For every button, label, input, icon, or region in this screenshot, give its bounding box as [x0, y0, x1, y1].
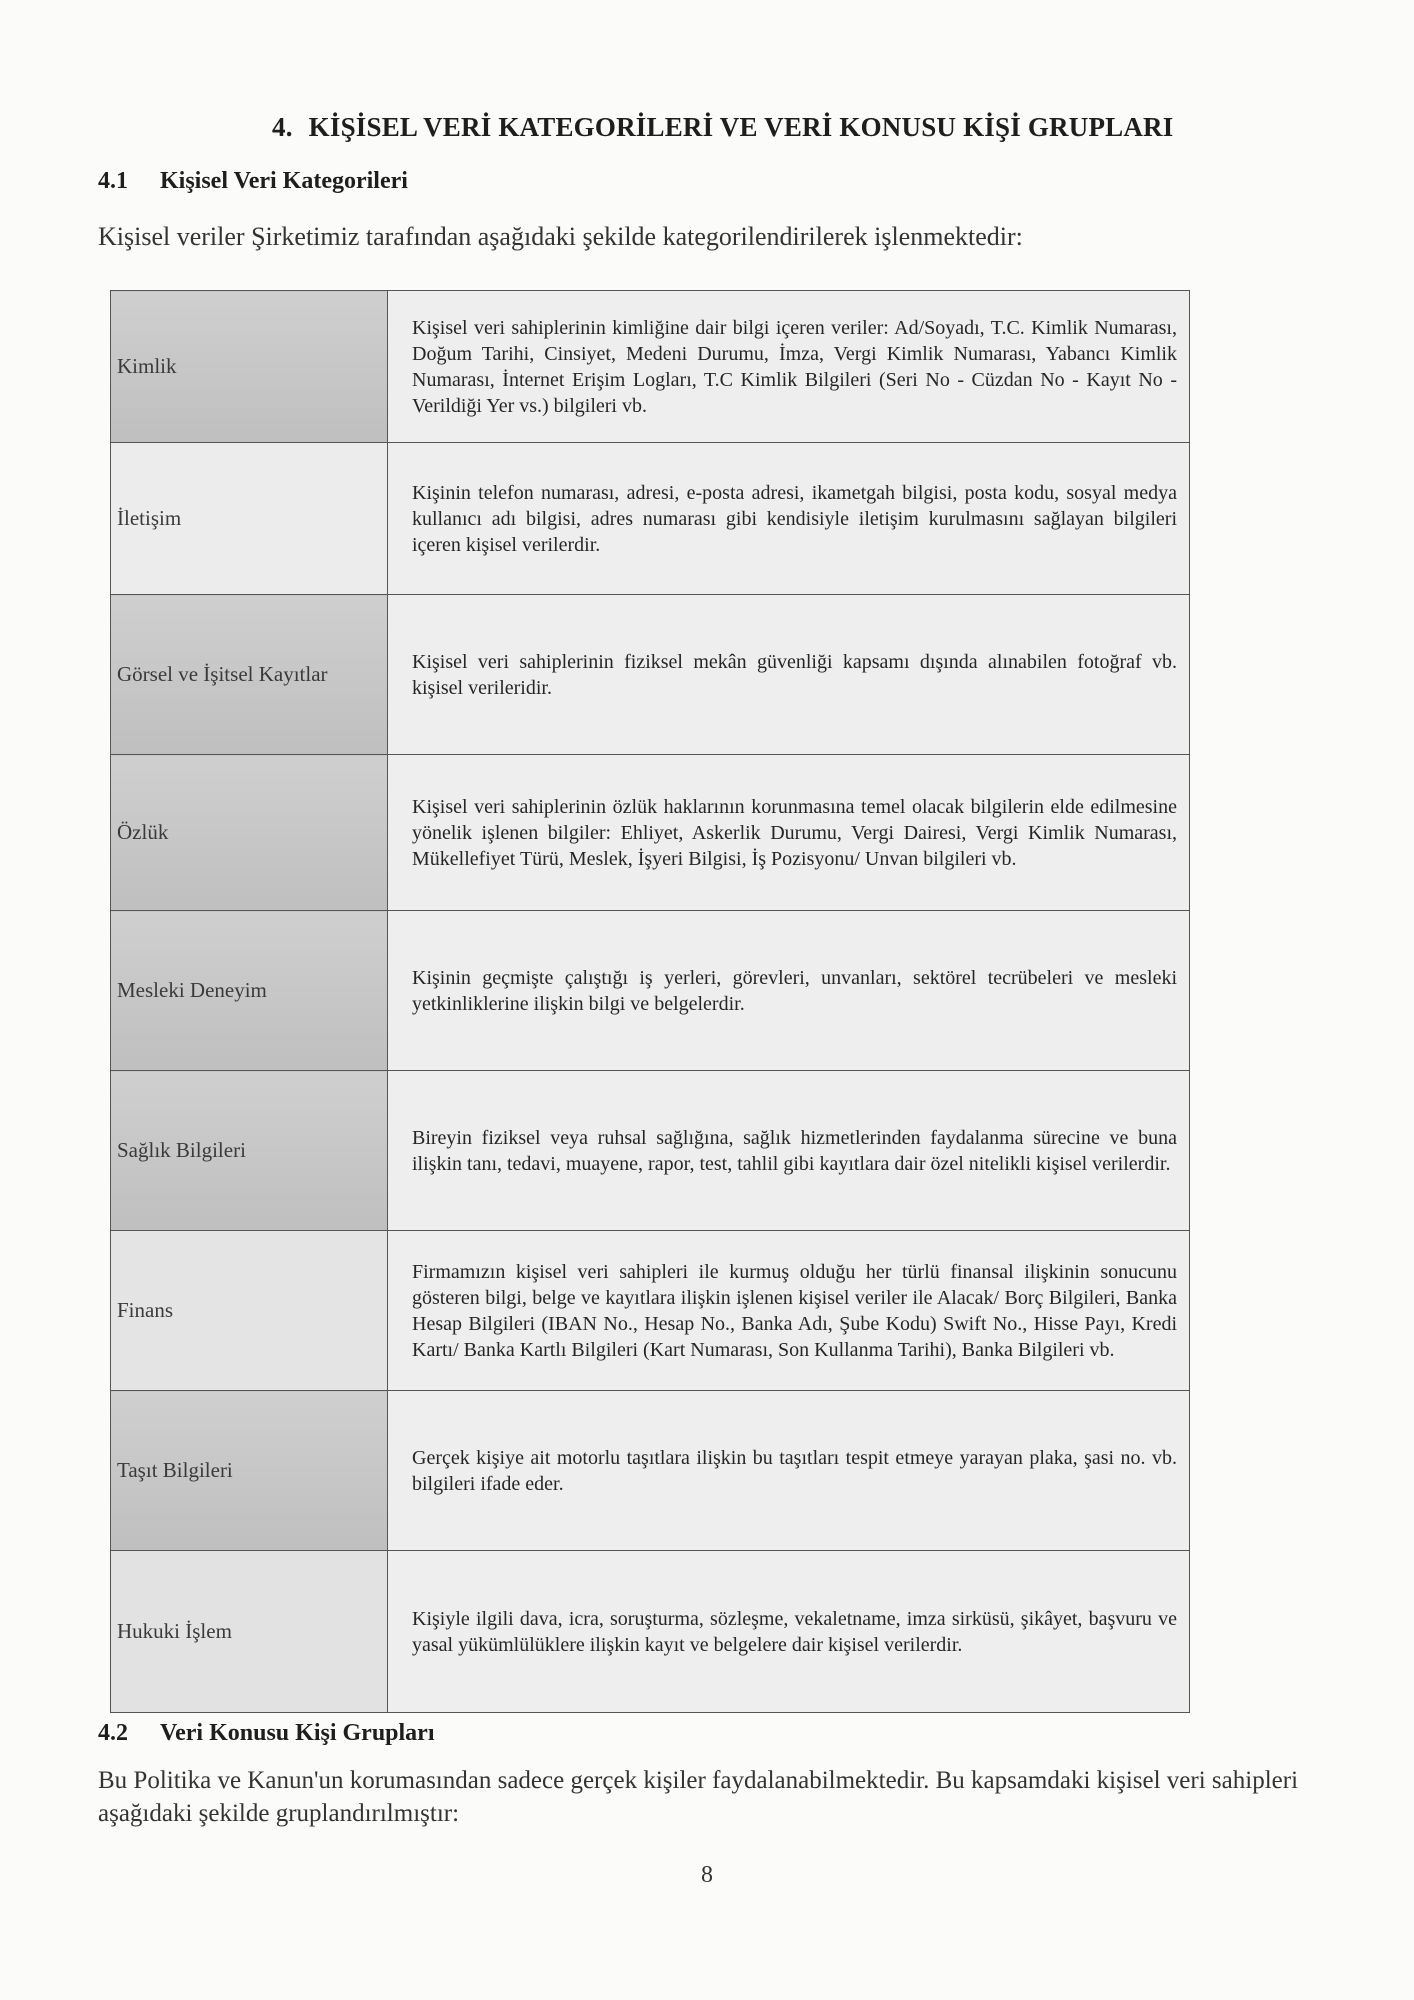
table-row: [111, 1551, 1190, 1713]
section-title: KİŞİSEL VERİ KATEGORİLERİ VE VERİ KONUSU KİŞİ GRUPLARI: [308, 112, 1174, 142]
table-row: [111, 1231, 1190, 1391]
category-description: Kişinin telefon numarası, adresi, e-posta adresi, ikametgah bilgisi, posta kodu, sosyal medya kullanıcı adı bilgisi, adres numarası gibi kendisiyle iletişim kurulmasını sağlayan bilgileri içeren kişisel verilerdir.: [388, 443, 1190, 595]
category-description: Kişinin geçmişte çalıştığı iş yerleri, görevleri, unvanları, sektörel tecrübeleri ve mesleki yetkinliklerine ilişkin bilgi ve belgelerdir.: [388, 911, 1190, 1071]
category-name: Özlük: [111, 755, 388, 911]
category-description: Gerçek kişiye ait motorlu taşıtlara ilişkin bu taşıtları tespit etmeye yarayan plaka, şasi no. vb. bilgileri ifade eder.: [388, 1391, 1190, 1551]
category-name: Sağlık Bilgileri: [111, 1071, 388, 1231]
category-name: İletişim: [111, 443, 388, 595]
table-row: [111, 443, 1190, 595]
table-row: [111, 755, 1190, 911]
table-row: [111, 911, 1190, 1071]
data-categories-table: [110, 290, 1190, 1713]
category-name: Görsel ve İşitsel Kayıtlar: [111, 595, 388, 755]
subsection-title: Kişisel Veri Kategorileri: [160, 168, 408, 194]
page-number: 8: [701, 1862, 713, 1888]
category-description: Kişisel veri sahiplerinin kimliğine dair bilgi içeren veriler: Ad/Soyadı, T.C. Kimlik Numarası, Doğum Tarihi, Cinsiyet, Medeni Durumu, İmza, Vergi Kimlik Numarası, Yabancı Kimlik Numarası, İnternet Erişim Logları, T.C Kimlik Bilgileri (Seri No - Cüzdan No - Kayıt No - Verildiği Yer vs.) bilgileri vb.: [388, 291, 1190, 443]
subsection-number: 4.1: [98, 168, 128, 194]
category-name: Mesleki Deneyim: [111, 911, 388, 1071]
table-row: [111, 291, 1190, 443]
subsection-heading-4-2: [98, 1720, 435, 1747]
category-description: Kişiyle ilgili dava, icra, soruşturma, sözleşme, vekaletname, imza sirküsü, şikâyet, başvuru ve yasal yükümlülüklere ilişkin kayıt ve belgelere dair kişisel verilerdir.: [388, 1551, 1190, 1713]
closing-paragraph: Bu Politika ve Kanun'un korumasından sadece gerçek kişiler faydalanabilmektedir. Bu kapsamdaki kişisel veri sahipleri aşağıdaki şekilde gruplandırılmıştır:: [98, 1767, 1299, 1827]
subsection-title: Veri Konusu Kişi Grupları: [160, 1720, 435, 1746]
table-row: [111, 1391, 1190, 1551]
intro-paragraph: Kişisel veriler Şirketimiz tarafından aşağıdaki şekilde kategorilendirilerek işlenmektedir:: [98, 222, 1023, 251]
subsection-heading-4-1: [98, 168, 408, 195]
category-description: Firmamızın kişisel veri sahipleri ile kurmuş olduğu her türlü finansal ilişkinin sonucunu gösteren bilgi, belge ve kayıtlara ilişkin işlenen kişisel veriler ile Alacak/ Borç Bilgileri, Banka Hesap Bilgileri (IBAN No., Hesap No., Banka Adı, Şube Kodu) Swift No., Hisse Payı, Kredi Kartı/ Banka Kartlı Bilgileri (Kart Numarası, Son Kullanma Tarihi), Banka Bilgileri vb.: [388, 1231, 1190, 1391]
category-name: Hukuki İşlem: [111, 1551, 388, 1713]
category-description: Kişisel veri sahiplerinin fiziksel mekân güvenliği kapsamı dışında alınabilen fotoğraf vb. kişisel verileridir.: [388, 595, 1190, 755]
section-heading: [272, 112, 1173, 143]
category-name: Finans: [111, 1231, 388, 1391]
table-row: [111, 595, 1190, 755]
section-number: 4.: [272, 112, 293, 142]
table-row: [111, 1071, 1190, 1231]
category-description: Kişisel veri sahiplerinin özlük haklarının korunmasına temel olacak bilgilerin elde edilmesine yönelik işlenen bilgiler: Ehliyet, Askerlik Durumu, Vergi Dairesi, Vergi Kimlik Numarası, Mükellefiyet Türü, Meslek, İşyeri Bilgisi, İş Pozisyonu/ Unvan bilgileri vb.: [388, 755, 1190, 911]
category-name: Kimlik: [111, 291, 388, 443]
category-name: Taşıt Bilgileri: [111, 1391, 388, 1551]
subsection-number: 4.2: [98, 1720, 128, 1746]
category-description: Bireyin fiziksel veya ruhsal sağlığına, sağlık hizmetlerinden faydalanma sürecine ve buna ilişkin tanı, tedavi, muayene, rapor, test, tahlil gibi kayıtlara dair özel nitelikli kişisel verilerdir.: [388, 1071, 1190, 1231]
